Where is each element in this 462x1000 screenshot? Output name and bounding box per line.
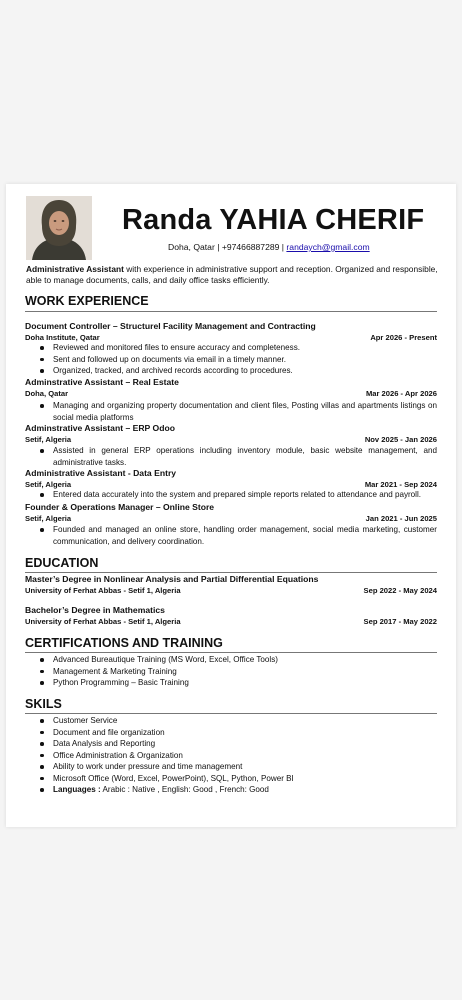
section-title-education: EDUCATION — [25, 556, 99, 570]
education-dates: Sep 2022 - May 2024 — [363, 586, 437, 595]
section-title-work: WORK EXPERIENCE — [25, 294, 149, 308]
list-item: Ability to work under pressure and time management — [39, 761, 437, 773]
job-dates: Mar 2021 - Sep 2024 — [364, 480, 437, 489]
degree-title: Master’s Degree in Nonlinear Analysis and Partial Differential Equations — [25, 574, 319, 584]
list-item: Python Programming – Basic Training — [39, 677, 437, 689]
job-bullets — [39, 489, 437, 501]
education-meta — [25, 617, 437, 626]
list-item: Microsoft Office (Word, Excel, PowerPoint), SQL, Python, Power BI — [39, 773, 437, 785]
school-name: University of Ferhat Abbas - Setif 1, Algeria — [25, 586, 181, 595]
school-name: University of Ferhat Abbas - Setif 1, Algeria — [25, 617, 181, 626]
section-title-skills: SKILS — [25, 697, 62, 711]
list-item: Entered data accurately into the system and prepared simple reports related to attendance and payroll. — [39, 489, 437, 501]
section-divider — [25, 713, 437, 714]
list-item: Customer Service — [39, 715, 437, 727]
job-meta — [25, 389, 437, 398]
list-item: Assisted in general ERP operations including inventory module, basic website management, and administrative tasks. — [39, 445, 437, 468]
certifications-list — [39, 654, 437, 689]
job-org: Setif, Algeria — [25, 435, 72, 444]
job-bullets — [39, 445, 437, 468]
job-bullets — [39, 524, 437, 547]
list-item: Founded and managed an online store, handling order management, social media marketing, customer communication, and delivery coordination. — [39, 524, 437, 547]
languages-text: Arabic : Native , English: Good , French: Good — [100, 785, 269, 794]
list-item: Data Analysis and Reporting — [39, 738, 437, 750]
job-title: Administrative Assistant - Data Entry — [25, 468, 177, 478]
list-item: Reviewed and monitored files to ensure accuracy and completeness. — [39, 342, 437, 354]
contact-line — [168, 242, 370, 252]
job-org: Doha, Qatar — [25, 389, 69, 398]
list-item: Sent and followed up on documents via email in a timely manner. — [39, 354, 437, 366]
contact-text: Doha, Qatar | +97466887289 | — [168, 242, 287, 252]
job-meta — [25, 333, 437, 342]
list-item: Advanced Bureautique Training (MS Word, Excel, Office Tools) — [39, 654, 437, 666]
job-bullets — [39, 400, 437, 423]
candidate-name: Randa YAHIA CHERIF — [122, 204, 425, 236]
job-dates: Jan 2021 - Jun 2025 — [365, 514, 437, 523]
languages-label: Languages : — [53, 785, 101, 794]
job-org: Setif, Algeria — [25, 514, 72, 523]
list-item: Management & Marketing Training — [39, 666, 437, 678]
section-title-certifications: CERTIFICATIONS AND TRAINING — [25, 636, 223, 650]
job-title: Adminstrative Assistant – Real Estate — [25, 377, 179, 387]
job-dates: Mar 2026 - Apr 2026 — [365, 389, 437, 398]
education-dates: Sep 2017 - May 2022 — [363, 617, 437, 626]
section-divider — [25, 311, 437, 312]
job-org: Doha Institute, Qatar — [25, 333, 100, 342]
job-dates: Nov 2025 - Jan 2026 — [364, 435, 437, 444]
list-item: Managing and organizing property documentation and client files, Posting villas and apartments listings on social media platforms — [39, 400, 437, 423]
list-item: Document and file organization — [39, 727, 437, 739]
resume-page — [6, 184, 456, 827]
job-bullets — [39, 342, 437, 377]
job-meta — [25, 514, 437, 523]
job-meta — [25, 435, 437, 444]
summary-lead: Administrative Assistant — [26, 264, 124, 274]
degree-title: Bachelor’s Degree in Mathematics — [25, 605, 165, 615]
job-meta — [25, 480, 437, 489]
job-org: Setif, Algeria — [25, 480, 72, 489]
languages-item — [39, 784, 437, 796]
email-link[interactable]: randaych@gmail.com — [286, 242, 370, 252]
list-item: Office Administration & Organization — [39, 750, 437, 762]
section-divider — [25, 652, 437, 653]
summary-text: with experience in administrative support and reception. Organized and responsible, able to manage documents, calls, and daily office tasks efficiently. — [26, 264, 438, 285]
profile-summary — [26, 264, 440, 286]
education-meta — [25, 586, 437, 595]
job-title: Document Controller – Structurel Facility Management and Contracting — [25, 321, 316, 331]
section-divider — [25, 572, 437, 573]
profile-photo — [26, 196, 92, 260]
job-title: Founder & Operations Manager – Online Store — [25, 502, 215, 512]
job-dates: Apr 2026 - Present — [370, 333, 437, 342]
portrait-image — [26, 196, 92, 260]
skills-list — [39, 715, 437, 796]
job-title: Adminstrative Assistant – ERP Odoo — [25, 423, 175, 433]
list-item: Organized, tracked, and archived records according to procedures. — [39, 365, 437, 377]
